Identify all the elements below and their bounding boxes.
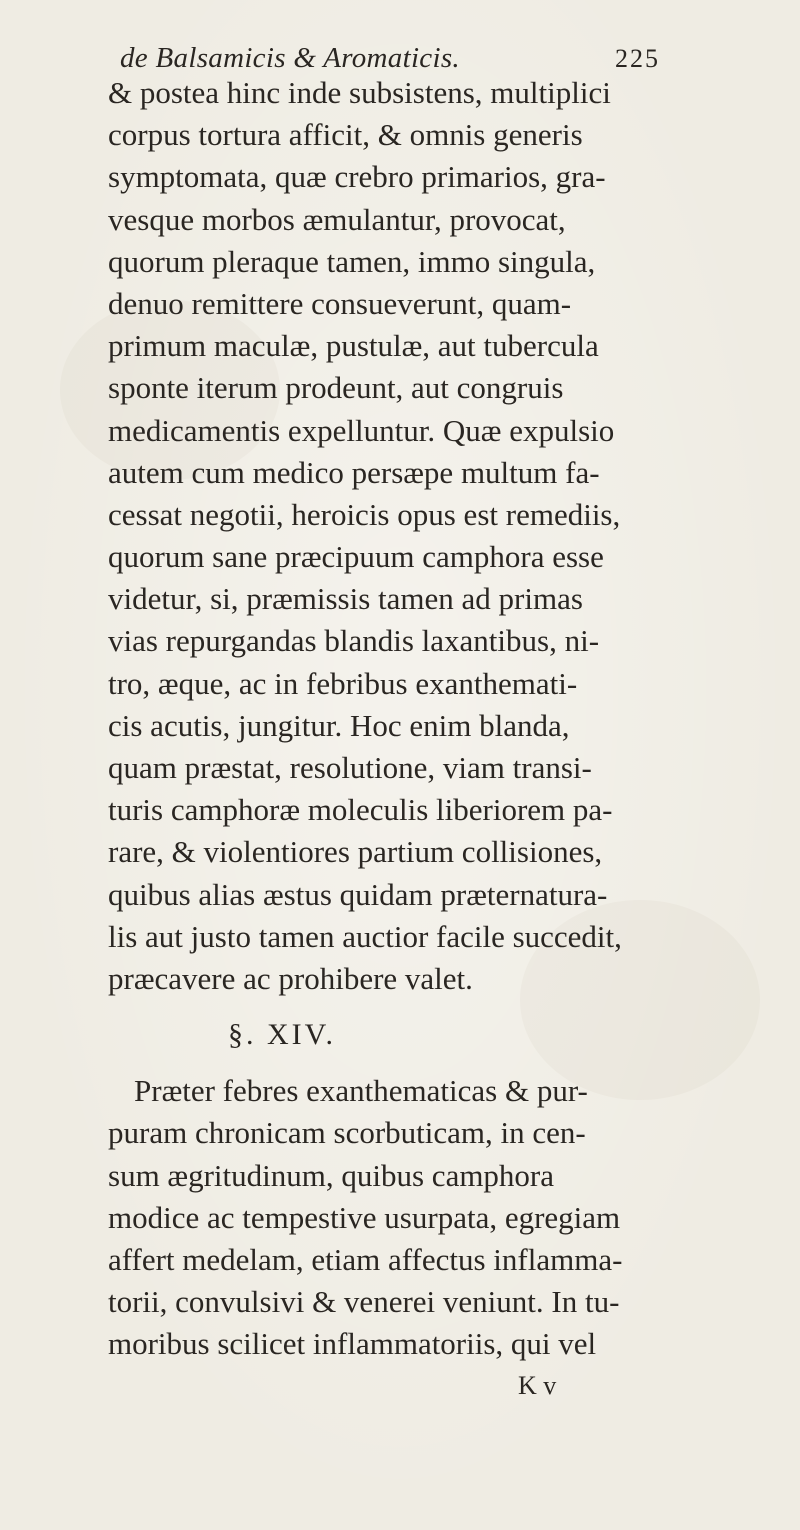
text-line: sponte iterum prodeunt, aut congruis [108,370,564,406]
main-text [108,72,728,1408]
text-line: videtur, si, præmissis tamen ad primas [108,581,583,617]
text-line: medicamentis expelluntur. Quæ expulsio [108,412,615,448]
text-line: cis acutis, jungitur. Hoc enim blanda, [108,707,570,743]
text-line: modice ac tempestive usurpata, egregiam [108,1199,621,1235]
text-line: quam præstat, resolutione, viam transi- [108,750,592,785]
text-line: sum ægritudinum, quibus camphora [108,1157,555,1193]
text-line: torii, convulsivi & venerei veniunt. In tu- [108,1284,620,1320]
text-line: vesque morbos æmulantur, provocat, [108,201,566,237]
text-line: quibus alias æstus quidam præternatura- [108,876,608,912]
text-line: quorum pleraque tamen, immo singula, [108,243,596,279]
text-line: lis aut justo tamen auctior facile succedit, [108,918,622,954]
text-line: puram chronicam scorbuticam, in cen- [108,1115,586,1151]
running-title: de Balsamicis & Aromaticis. [120,42,460,74]
text-line: denuo remittere consueverunt, quam- [108,285,572,321]
text-line: & postea hinc inde subsistens, multiplici [108,75,611,110]
catchword: K v [518,1371,557,1401]
text-line: tro, æque, ac in febribus exanthemati- [108,665,578,701]
text-line: corpus tortura afficit, & omnis generis [108,117,583,153]
text-line: Præter febres exanthematicas & pur- [134,1073,588,1109]
text-line: rare, & violentiores partium collisiones, [108,834,603,870]
text-line: primum maculæ, pustulæ, aut tubercula [108,328,599,364]
text-line: præcavere ac prohibere valet. [108,960,473,996]
text-line: vias repurgandas blandis laxantibus, ni- [108,623,600,659]
text-line: autem cum medico persæpe multum fa- [108,454,600,490]
text-line: turis camphoræ moleculis liberiorem pa- [108,792,613,828]
page-number: 225 [615,44,660,73]
text-line: quorum sane præcipuum camphora esse [108,539,604,575]
text-line: symptomata, quæ crebro primarios, gra- [108,159,606,195]
text-line: cessat negotii, heroicis opus est remediis, [108,496,621,532]
text-line: affert medelam, etiam affectus inflamma- [108,1241,623,1277]
section-heading: §. XIV. [228,1018,336,1052]
text-line: moribus scilicet inflammatoriis, qui vel [108,1326,597,1362]
